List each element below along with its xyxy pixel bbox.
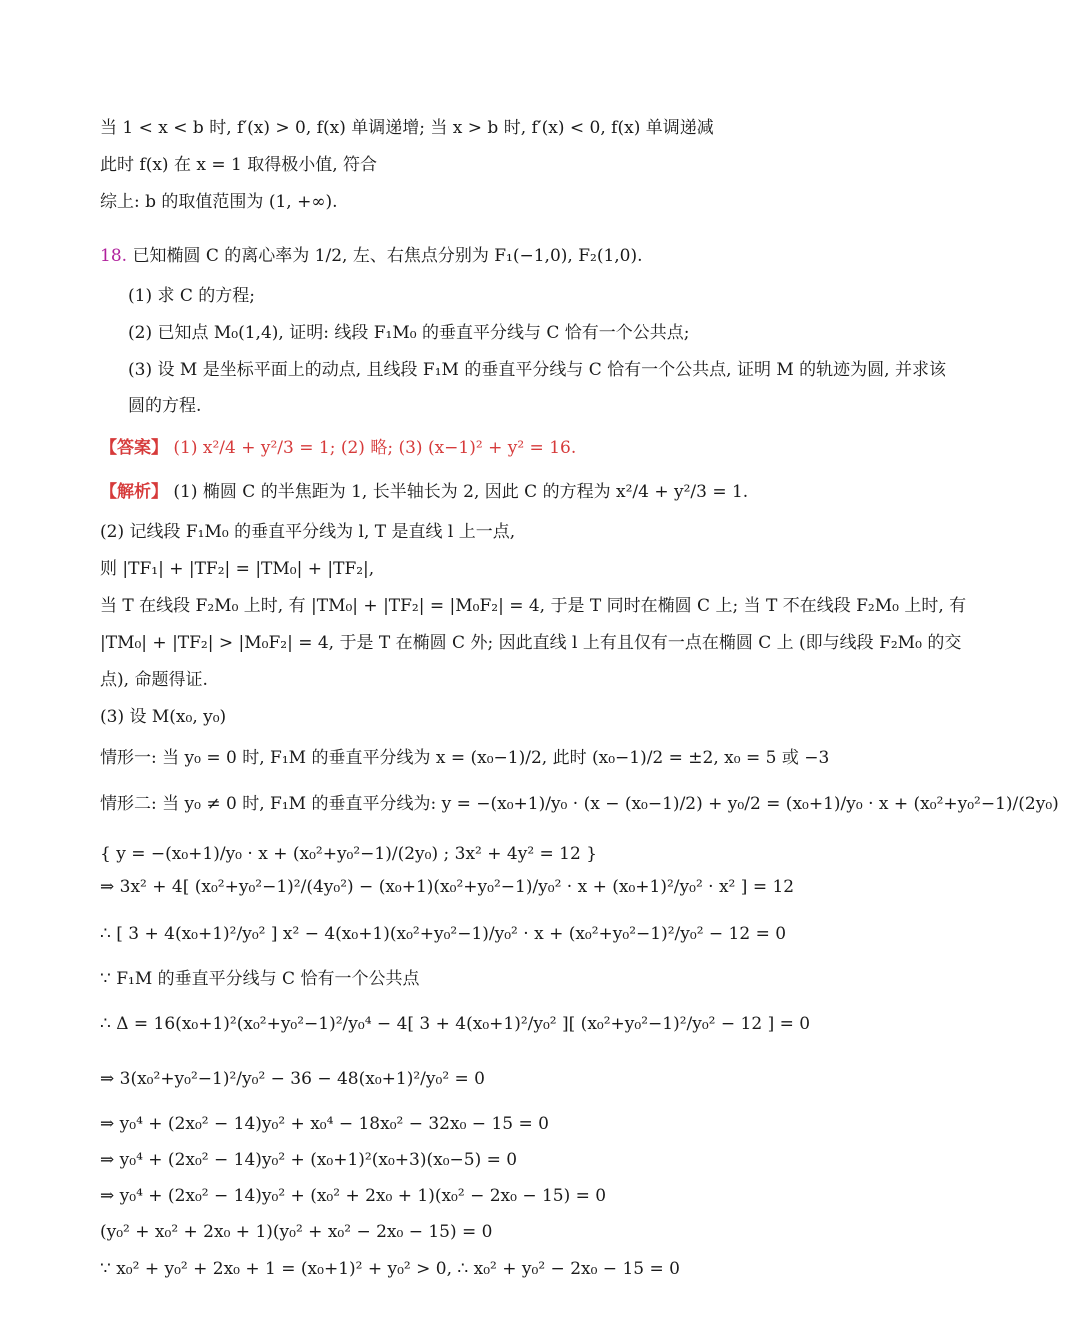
analysis-line: |TM₀| + |TF₂| > |M₀F₂| = 4, 于是 T 在椭圆 C 外; 因此直线 l 上有且仅有一点在椭圆 C 上 (即与线段 F₂M₀ 的交 bbox=[100, 633, 962, 653]
analysis-line: ∵ F₁M 的垂直平分线与 C 恰有一个公共点 bbox=[100, 969, 420, 989]
analysis-line: ⇒ 3(x₀²+y₀²−1)²/y₀² − 36 − 48(x₀+1)²/y₀² = 0 bbox=[100, 1069, 485, 1089]
analysis-text: (1) 椭圆 C 的半焦距为 1, 长半轴长为 2, 因此 C 的方程为 x²/4 + y²/3 = 1. bbox=[173, 482, 749, 502]
problem-stem-line bbox=[100, 242, 643, 270]
analysis-line: (2) 记线段 F₁M₀ 的垂直平分线为 l, T 是直线 l 上一点, bbox=[100, 522, 516, 542]
analysis-tag: 【解析】 bbox=[100, 482, 168, 502]
answer-tag: 【答案】 bbox=[100, 438, 168, 458]
analysis-line: 情形二: 当 y₀ ≠ 0 时, F₁M 的垂直平分线为: y = −(x₀+1)/y₀ · (x − (x₀−1)/2) + y₀/2 = (x₀+1)/y₀ · x + (x₀²+y₀²−1)/(2y₀) bbox=[100, 794, 1059, 814]
analysis-line: ⇒ y₀⁴ + (2x₀² − 14)y₀² + x₀⁴ − 18x₀² − 32x₀ − 15 = 0 bbox=[100, 1114, 549, 1134]
analysis-line: ∵ x₀² + y₀² + 2x₀ + 1 = (x₀+1)² + y₀² > 0, ∴ x₀² + y₀² − 2x₀ − 15 = 0 bbox=[100, 1259, 680, 1279]
analysis-line: (3) 设 M(x₀, y₀) bbox=[100, 707, 227, 727]
analysis-line: ⇒ y₀⁴ + (2x₀² − 14)y₀² + (x₀+1)²(x₀+3)(x₀−5) = 0 bbox=[100, 1150, 518, 1170]
text-line: 综上: b 的取值范围为 (1, +∞). bbox=[100, 192, 338, 212]
problem-number: 18. bbox=[100, 246, 128, 266]
analysis-line: 情形一: 当 y₀ = 0 时, F₁M 的垂直平分线为 x = (x₀−1)/2, 此时 (x₀−1)/2 = ±2, x₀ = 5 或 −3 bbox=[100, 748, 830, 768]
analysis-line: (y₀² + x₀² + 2x₀ + 1)(y₀² + x₀² − 2x₀ − 15) = 0 bbox=[100, 1222, 493, 1242]
text-line: 当 1 < x < b 时, f′(x) > 0, f(x) 单调递增; 当 x > b 时, f′(x) < 0, f(x) 单调递减 bbox=[100, 118, 714, 138]
analysis-line: ⇒ 3x² + 4[ (x₀²+y₀²−1)²/(4y₀²) − (x₀+1)(x₀²+y₀²−1)/y₀² · x + (x₀+1)²/y₀² · x² ] = 12 bbox=[100, 877, 795, 897]
problem-part: (3) 设 M 是坐标平面上的动点, 且线段 F₁M 的垂直平分线与 C 恰有一个公共点, 证明 M 的轨迹为圆, 并求该 bbox=[128, 360, 946, 380]
answer-text: (1) x²/4 + y²/3 = 1; (2) 略; (3) (x−1)² + y² = 16. bbox=[173, 438, 577, 458]
analysis-line: 则 |TF₁| + |TF₂| = |TM₀| + |TF₂|, bbox=[100, 559, 375, 579]
problem-part: 圆的方程. bbox=[128, 396, 202, 416]
analysis-line: ⇒ y₀⁴ + (2x₀² − 14)y₀² + (x₀² + 2x₀ + 1)(x₀² − 2x₀ − 15) = 0 bbox=[100, 1186, 607, 1206]
answer-line bbox=[100, 434, 576, 462]
analysis-line: 当 T 在线段 F₂M₀ 上时, 有 |TM₀| + |TF₂| = |M₀F₂| = 4, 于是 T 同时在椭圆 C 上; 当 T 不在线段 F₂M₀ 上时, 有 bbox=[100, 596, 967, 616]
problem-part: (1) 求 C 的方程; bbox=[128, 286, 256, 306]
analysis-line: ∴ [ 3 + 4(x₀+1)²/y₀² ] x² − 4(x₀+1)(x₀²+y₀²−1)/y₀² · x + (x₀²+y₀²−1)²/y₀² − 12 = 0 bbox=[100, 924, 787, 944]
problem-stem: 已知椭圆 C 的离心率为 1/2, 左、右焦点分别为 F₁(−1,0), F₂(1,0). bbox=[132, 246, 643, 266]
problem-part: (2) 已知点 M₀(1,4), 证明: 线段 F₁M₀ 的垂直平分线与 C 恰有一个公共点; bbox=[128, 323, 690, 343]
analysis-line: ∴ Δ = 16(x₀+1)²(x₀²+y₀²−1)²/y₀⁴ − 4[ 3 + 4(x₀+1)²/y₀² ][ (x₀²+y₀²−1)²/y₀² − 12 ] = 0 bbox=[100, 1014, 811, 1034]
analysis-line: 点), 命题得证. bbox=[100, 670, 208, 690]
analysis-line bbox=[100, 478, 748, 506]
analysis-line: { y = −(x₀+1)/y₀ · x + (x₀²+y₀²−1)/(2y₀) ; 3x² + 4y² = 12 } bbox=[100, 844, 598, 864]
text-line: 此时 f(x) 在 x = 1 取得极小值, 符合 bbox=[100, 155, 378, 175]
